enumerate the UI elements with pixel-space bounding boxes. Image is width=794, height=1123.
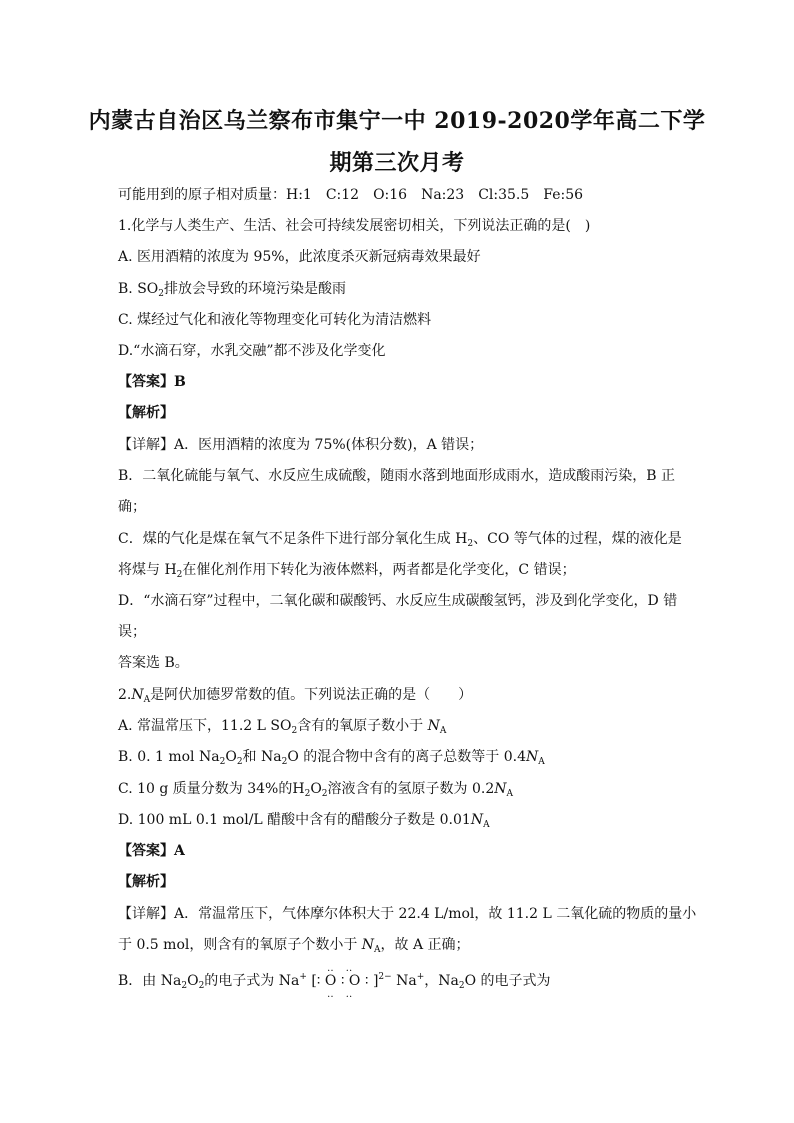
- atomic-masses: 可能用到的原子相对质量：H:1 C:12 O:16 Na:23 Cl:35.5 Fe:56: [118, 187, 584, 203]
- q2-analysis-heading: 【解析】: [118, 874, 174, 890]
- q2-detail-a-line-1: 【详解】A．常温常压下，气体摩尔体积大于 22.4 L/mol，故 11.2 L 二氧化硫的物质的量小: [118, 906, 697, 922]
- q2-detail-a-line-2: 于 0.5 mol，则含有的氧原子个数小于 $N_A$，故 A 正确；: [118, 937, 470, 955]
- q2-detail-b-line: B．由 $Na_2O_2$的电子式为 Na+ [∶ O ∶ O ∶ ]$^{2-}$ Na+，$Na_2O$ 的电子式为: [118, 972, 551, 991]
- q1-option-a: A. 医用酒精的浓度为 95%，此浓度杀灭新冠病毒效果最好: [118, 249, 481, 265]
- q2-answer: 【答案】A: [118, 843, 185, 859]
- q1-detail-d-line-1: D．“水滴石穿”过程中，二氧化碳和碳酸钙、水反应生成碳酸氢钙，涉及到化学变化，D 错: [118, 593, 678, 609]
- q1-detail-c-line-1: C．煤的气化是煤在氧气不足条件下进行部分氧化生成 $H_2$、CO 等气体的过程，煤的液化是: [118, 531, 682, 549]
- q1-conclusion: 答案选 B。: [118, 655, 189, 671]
- q2-option-d: D. 100 mL 0.1 mol/L 醋酸中含有的醋酸分子数是 $0.01N_A$: [118, 812, 490, 830]
- lewis-dots-top: ‥ ‥: [327, 963, 354, 974]
- lewis-dots-bottom: ‥ ‥: [327, 989, 354, 1000]
- q1-detail-a: 【详解】A．医用酒精的浓度为 75%(体积分数)，A 错误；: [118, 437, 484, 453]
- q1-answer: 【答案】B: [118, 374, 186, 390]
- document-title-line-1: 内蒙古自治区乌兰察布市集宁一中 2019-2020学年高二下学: [88, 108, 706, 134]
- q2-option-b: B. 0. 1 mol $Na_2O_2$和 $Na_2O$ 的混合物中含有的离子总数等于 $0.4N_A$: [118, 749, 545, 767]
- q1-stem: 1.化学与人类生产、生活、社会可持续发展密切相关，下列说法正确的是( ): [118, 218, 591, 234]
- q2-stem: $2.N_A$是阿伏加德罗常数的值。下列说法正确的是（ ）: [118, 687, 473, 705]
- q1-analysis-heading: 【解析】: [118, 405, 174, 421]
- q1-option-d: D.“水滴石穿，水乳交融”都不涉及化学变化: [118, 343, 386, 359]
- q1-detail-c-line-2: 将煤与 $H_2$在催化剂作用下转化为液体燃料，两者都是化学变化，C 错误；: [118, 562, 576, 580]
- q1-option-c: C. 煤经过气化和液化等物理变化可转化为清洁燃料: [118, 312, 432, 328]
- q2-option-c: C. 10 g 质量分数为 34%的$H_2O_2$溶液含有的氢原子数为 $0.2N_A$: [118, 781, 513, 799]
- q1-detail-d-line-2: 误；: [118, 624, 146, 640]
- q1-detail-b-line-2: 确；: [118, 499, 146, 515]
- q2-option-a: A. 常温常压下，11.2 L $SO_2$含有的氧原子数小于 $N_A$: [118, 718, 447, 736]
- q1-option-b: B. $SO_2$排放会导致的环境污染是酸雨: [118, 281, 346, 299]
- document-title-line-2: 期第三次月考: [329, 150, 465, 176]
- q1-detail-b-line-1: B．二氧化硫能与氧气、水反应生成硫酸，随雨水落到地面形成雨水，造成酸雨污染，B 正: [118, 468, 676, 484]
